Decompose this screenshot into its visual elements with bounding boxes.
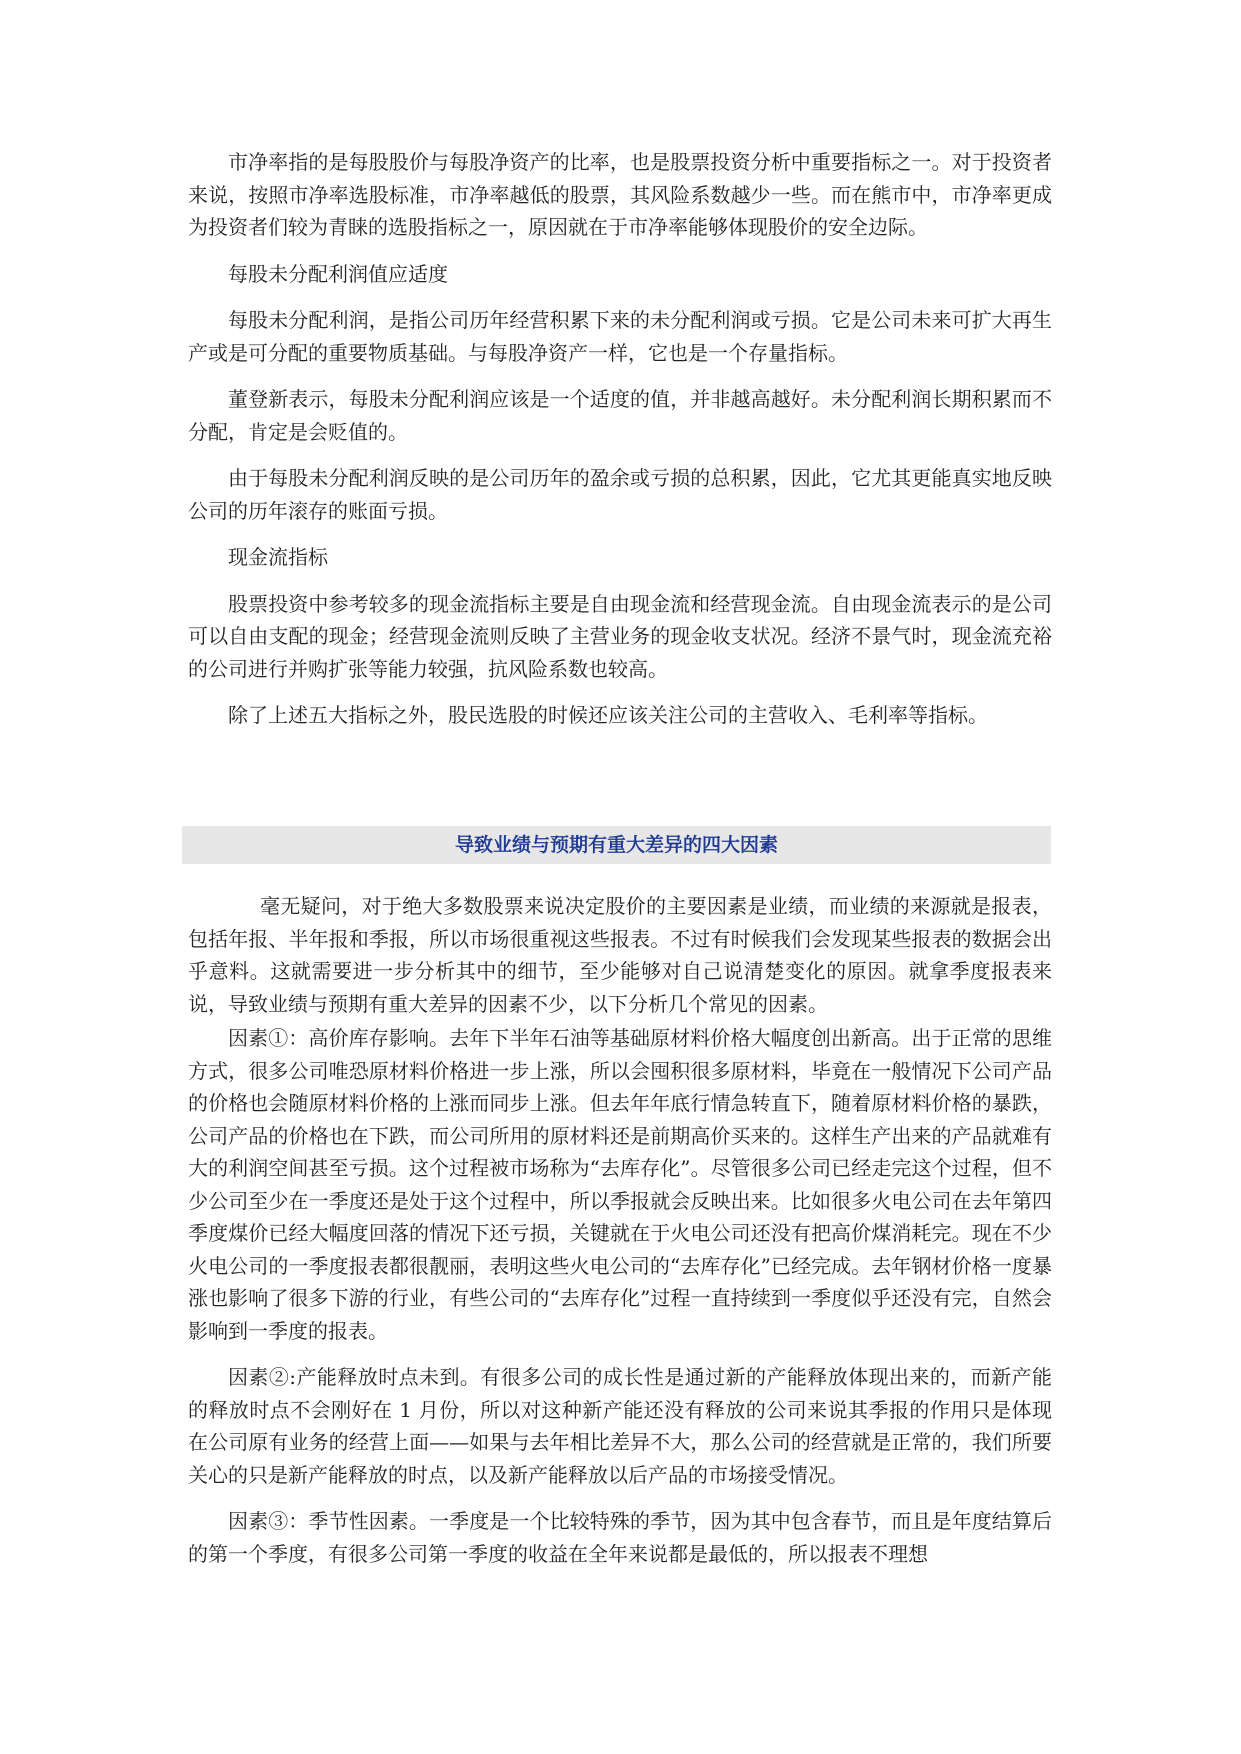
- section-four-factors: [188, 890, 1052, 1570]
- section-heading: 导致业绩与预期有重大差异的四大因素: [454, 834, 778, 856]
- section-indicators: [188, 146, 1052, 732]
- paragraph-pb-ratio: 市净率指的是每股股价与每股净资产的比率，也是股票投资分析中重要指标之一。对于投资者来说，按照市净率选股标准，市净率越低的股票，其风险系数越少一些。而在熊市中，市净率更成为投资者们较为青睐的选股指标之一，原因就在于市净率能够体现股价的安全边际。: [188, 150, 1052, 239]
- paragraph-cash-flow: 股票投资中参考较多的现金流指标主要是自由现金流和经营现金流。自由现金流表示的是公司可以自由支配的现金；经营现金流则反映了主营业务的现金收支状况。经济不景气时，现金流充裕的公司进行并购扩张等能力较强，抗风险系数也较高。: [188, 591, 1052, 681]
- paragraph-intro: 毫无疑问，对于绝大多数股票来说决定股价的主要因素是业绩，而业绩的来源就是报表，包括年报、半年报和季报，所以市场很重视这些报表。不过有时候我们会发现某些报表的数据会出乎意料。这就需要进一步分析其中的细节，至少能够对自己说清楚变化的原因。就拿季度报表来说，导致业绩与预期有重大差异的因素不少，以下分析几个常见的因素。: [188, 894, 1052, 1016]
- paragraph-factor-1: 因素①：高价库存影响。去年下半年石油等基础原材料价格大幅度创出新高。出于正常的思维方式，很多公司唯恐原材料价格进一步上涨，所以会囤积很多原材料，毕竟在一般情况下公司产品的价格也会随原材料价格的上涨而同步上涨。但去年年底行情急转直下，随着原材料价格的暴跌，公司产品的价格也在下跌，而公司所用的原材料还是前期高价买来的。这样生产出来的产品就难有大的利润空间甚至亏损。这个过程被市场称为“去库存化”。尽管很多公司已经走完这个过程，但不少公司至少在一季度还是处于这个过程中，所以季报就会反映出来。比如很多火电公司在去年第四季度煤价已经大幅度回落的情况下还亏损，关键就在于火电公司还没有把高价煤消耗完。现在不少火电公司的一季度报表都很靓丽，表明这些火电公司的“去库存化”已经完成。去年钢材价格一度暴涨也影响了很多下游的行业，有些公司的“去库存化”过程一直持续到一季度似乎还没有完，自然会影响到一季度的报表。: [188, 1026, 1052, 1343]
- paragraph-undistributed-profit: 每股未分配利润，是指公司历年经营积累下来的未分配利润或亏损。它是公司未来可扩大再生产或是可分配的重要物质基础。与每股净资产一样，它也是一个存量指标。: [188, 308, 1052, 365]
- section-heading-bar: [182, 826, 1051, 864]
- paragraph-dong-dengxin: 董登新表示，每股未分配利润应该是一个适度的值，并非越高越好。未分配利润长期积累而不分配，肯定是会贬值的。: [188, 387, 1052, 444]
- subheading-undistributed-profit: 每股未分配利润值应适度: [228, 261, 448, 286]
- paragraph-accumulated-loss: 由于每股未分配利润反映的是公司历年的盈余或亏损的总积累，因此，它尤其更能真实地反映公司的历年滚存的账面亏损。: [188, 466, 1052, 523]
- paragraph-factor-2: 因素②:产能释放时点未到。有很多公司的成长性是通过新的产能释放体现出来的，而新产能的释放时点不会刚好在 1 月份，所以对这种新产能还没有释放的公司来说其季报的作用只是体现在公司原有业务的经营上面——如果与去年相比差异不大，那么公司的经营就是正常的，我们所要关心的只是新产能释放的时点，以及新产能释放以后产品的市场接受情况。: [188, 1365, 1052, 1487]
- paragraph-other-indicators: 除了上述五大指标之外，股民选股的时候还应该关注公司的主营收入、毛利率等指标。: [228, 703, 988, 727]
- paragraph-factor-3: 因素③：季节性因素。一季度是一个比较特殊的季节，因为其中包含春节，而且是年度结算后的第一个季度，有很多公司第一季度的收益在全年来说都是最低的，所以报表不理想: [188, 1509, 1052, 1566]
- subheading-cash-flow: 现金流指标: [228, 545, 328, 569]
